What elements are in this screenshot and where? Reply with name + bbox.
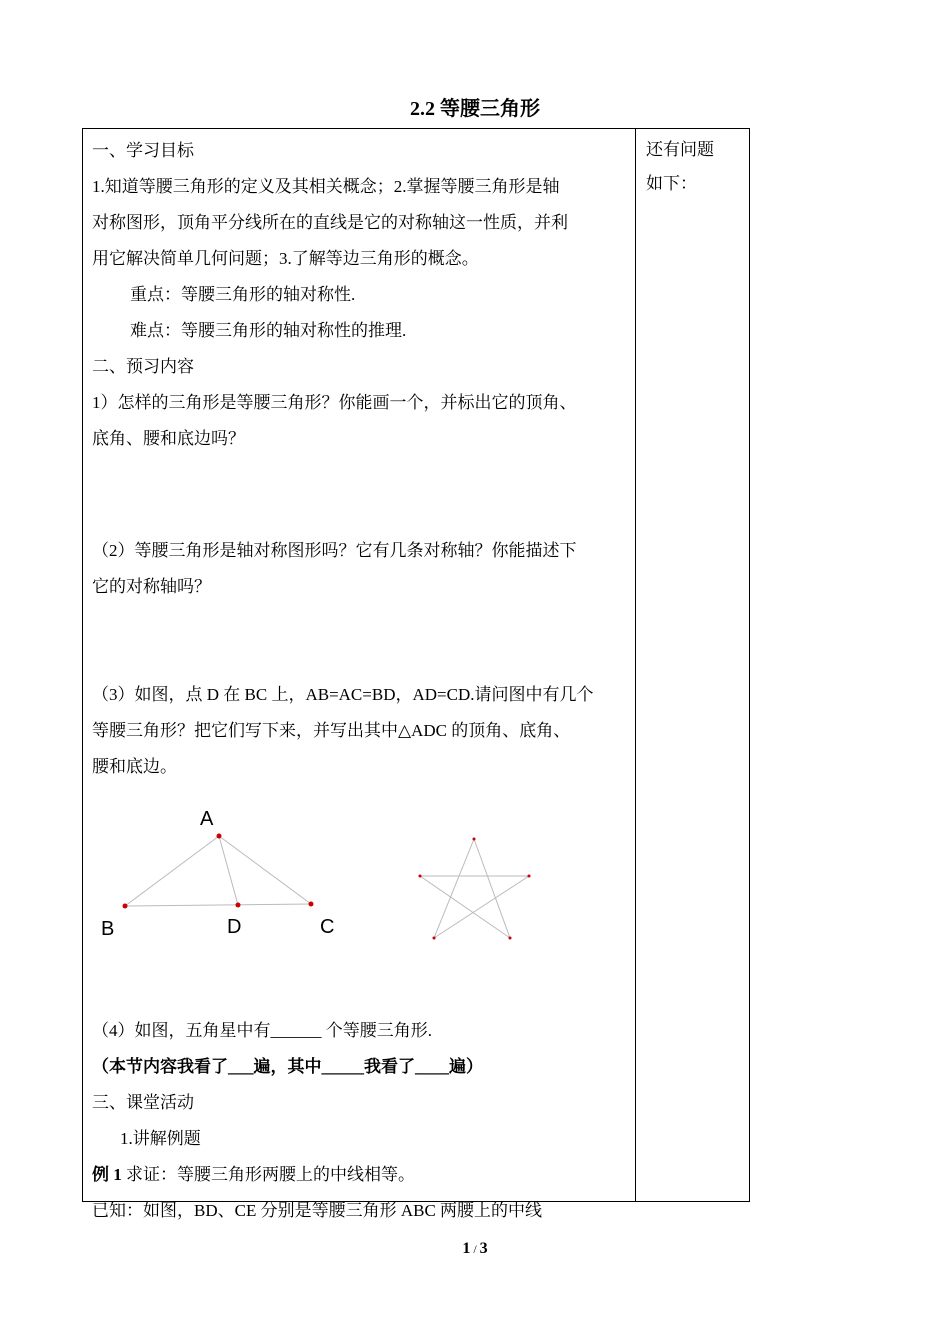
point-a [217, 834, 222, 839]
page-title: 2.2 等腰三角形 [410, 98, 540, 120]
worksheet-table [82, 128, 750, 1220]
question-2-line-2: 它的对称轴吗？ [92, 577, 211, 596]
given-line: 已知：如图，BD、CE 分别是等腰三角形 ABC 两腰上的中线 [92, 1201, 543, 1220]
star-point-bottom-right [509, 937, 512, 940]
page-current: 1 [462, 1240, 471, 1257]
star-point-top [473, 838, 476, 841]
notes-line-1: 还有问题 [646, 140, 714, 159]
question-2-line-1: （2）等腰三角形是轴对称图形吗？它有几条对称轴？你能描述下 [92, 541, 577, 560]
segment-ad [219, 836, 238, 905]
notes-line-2: 如下： [646, 174, 697, 193]
figures-area [92, 803, 632, 1013]
question-3-line-1: （3）如图，点 D 在 BC 上，AB=AC=BD，AD=CD.请问图中有几个 [92, 685, 594, 704]
notes-column [646, 133, 714, 201]
point-b [123, 904, 128, 909]
star-point-right [528, 875, 531, 878]
section-heading-preview: 二、预习内容 [92, 357, 194, 376]
label-b: B [101, 918, 115, 940]
example-text: 求证：等腰三角形两腰上的中线相等。 [121, 1165, 415, 1184]
segment-ac [219, 836, 311, 904]
question-3-line-2: 等腰三角形？把它们写下来，并写出其中△ADC 的顶角、底角、 [92, 721, 571, 740]
pentagram-lines [420, 839, 529, 938]
key-point: 重点：等腰三角形的轴对称性. [130, 285, 356, 304]
question-3-line-3: 腰和底边。 [92, 757, 177, 776]
label-d: D [227, 916, 242, 938]
page-number [0, 1240, 950, 1258]
activity-sub: 1.讲解例题 [120, 1129, 201, 1148]
pentagram-figure [419, 838, 531, 940]
column-divider [635, 129, 636, 1201]
section-heading-activity: 三、课堂活动 [92, 1093, 194, 1112]
example-1 [92, 1157, 632, 1193]
triangle-figure [92, 803, 632, 1013]
objective-line-2: 对称图形，顶角平分线所在的直线是它的对称轴这一性质，并利 [92, 213, 568, 232]
reading-note: （本节内容我看了___遍，其中_____我看了____遍） [92, 1057, 483, 1076]
objective-line-3: 用它解决简单几何问题；3.了解等边三角形的概念。 [92, 249, 479, 268]
label-a: A [200, 808, 214, 830]
objective-line-1: 1.知道等腰三角形的定义及其相关概念；2.掌握等腰三角形是轴 [92, 177, 560, 196]
star-point-bottom-left [433, 937, 436, 940]
segment-bc [125, 904, 311, 906]
difficult-point: 难点：等腰三角形的轴对称性的推理. [130, 321, 407, 340]
question-1-line-1: 1）怎样的三角形是等腰三角形？你能画一个，并标出它的顶角、 [92, 393, 577, 412]
page-total: 3 [479, 1240, 488, 1257]
page-separator: / [470, 1242, 480, 1256]
question-4: （4）如图，五角星中有______ 个等腰三角形. [92, 1021, 432, 1040]
star-point-left [419, 875, 422, 878]
content-column [92, 133, 632, 1229]
point-d [236, 903, 241, 908]
segment-ab [125, 836, 219, 906]
point-c [309, 902, 314, 907]
example-label: 例 1 [92, 1165, 122, 1184]
section-heading-objectives: 一、学习目标 [92, 141, 194, 160]
label-c: C [320, 916, 335, 938]
question-1-line-2: 底角、腰和底边吗？ [92, 429, 245, 448]
